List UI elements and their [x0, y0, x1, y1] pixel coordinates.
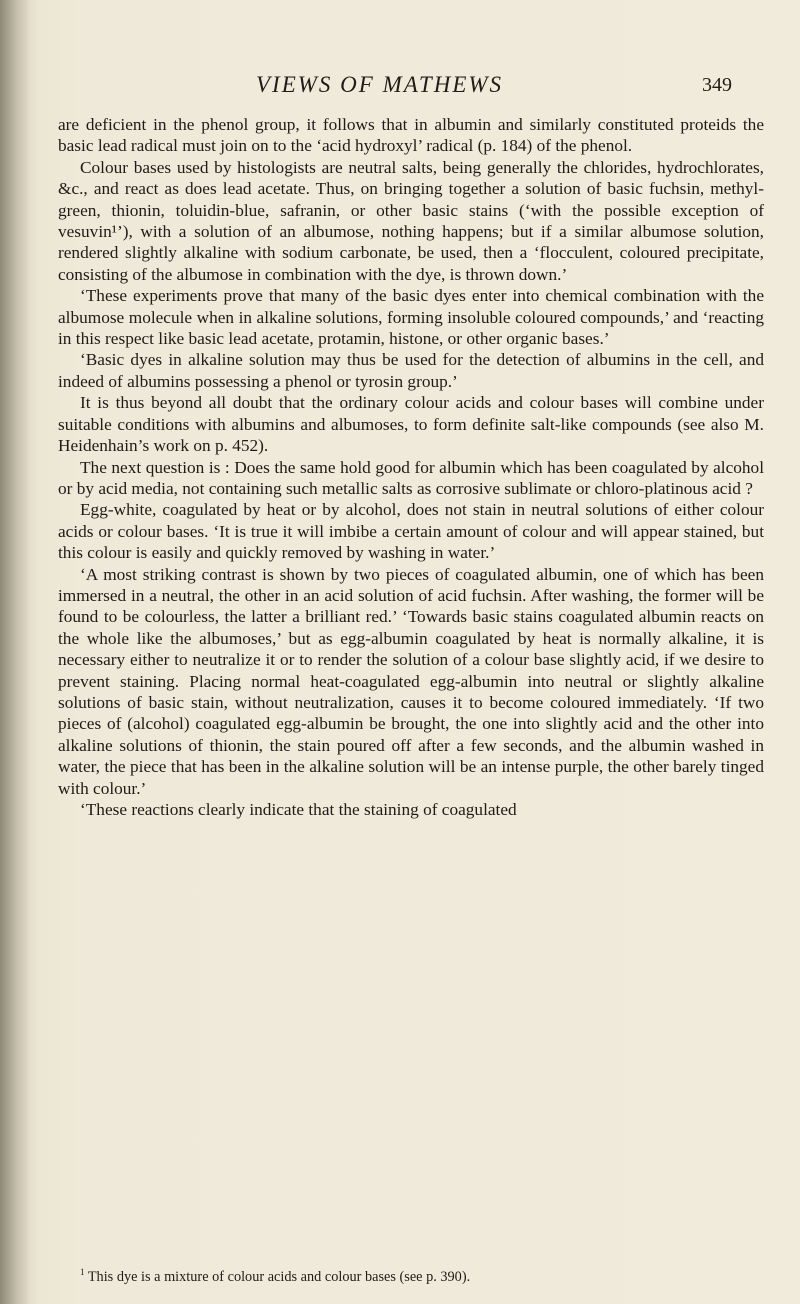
paragraph: ‘These reactions clearly indicate that the staining of coagulated — [80, 800, 517, 819]
footnote-text: This dye is a mixture of colour acids and colour bases (see p. 390). — [87, 1268, 471, 1285]
footnote — [58, 1263, 764, 1286]
paragraph: Egg-white, coagulated by heat or by alcohol, does not stain in neutral solutions of either colour acids or colour bases. ‘It is true it will imbibe a certain amount of colour and will appear stained, but this colour is easily and quickly removed by washing in water.’ — [58, 500, 764, 563]
body-text — [58, 114, 764, 820]
page-number: 349 — [702, 74, 732, 96]
paragraph: ‘These experiments prove that many of the basic dyes enter into chemical combination with the albumose molecule when in alkaline solutions, forming insoluble coloured compounds,’ and ‘reacting in this respect like basic lead acetate, protamin, histone, or other organic bases.’ — [58, 286, 764, 349]
paragraph: It is thus beyond all doubt that the ordinary colour acids and colour bases will combine under suitable conditions with albumins and albumoses, to form definite salt-like compounds (see also M. Heidenhain’s work on p. 452). — [58, 393, 764, 456]
paragraph: ‘A most striking contrast is shown by two pieces of coagulated albumin, one of which has been immersed in a neutral, the other in an acid solution of acid fuchsin. After washing, the former will be found to be colourless, the latter a brilliant red.’ ‘Towards basic stains coagulated albumin reacts on the whole like the albumoses,’ but as egg-albumin coagulated by heat is normally alkaline, it is necessary either to neutralize it or to render the solution of a colour base slightly acid, if we desire to prevent staining. Placing normal heat-coagulated egg-albumin into neutral or slightly alkaline solutions of basic stain, without neutralization, causes it to become coloured immediately. ‘If two pieces of (alcohol) coagulated egg-albumin be brought, the one into slightly acid and the other into alkaline solutions of thionin, the stain poured off after a few seconds, and the albumin washed in water, the piece that has been in the alkaline solution will be an intense purple, the other barely tinged with colour.’ — [58, 564, 764, 798]
paragraph: The next question is : Does the same hold good for albumin which has been coagulated by alcohol or by acid media, not containing such metallic salts as corrosive sublimate or chloro-platinous acid ? — [58, 457, 764, 498]
paragraph: are deficient in the phenol group, it follows that in albumin and similarly constituted proteids the basic lead radical must join on to the ‘acid hydroxyl’ radical (p. 184) of the phenol. — [58, 115, 764, 156]
book-spine-shadow — [0, 0, 30, 1304]
page-header — [0, 72, 800, 102]
paragraph: Colour bases used by histologists are neutral salts, being generally the chlorides, hydrochlorates, &c., and react as does lead acetate. Thus, on bringing together a solution of basic fuchsin, methyl-green, thionin, toluidin-blue, safranin, or other basic stains (‘with the possible exception of vesuvin¹’), with a solution of an albumose, nothing happens; but if a similar albumose solution, rendered slightly alkaline with sodium carbonate, be used, then a ‘flocculent, coloured precipitate, consisting of the albumose in combination with the dye, is thrown down.’ — [58, 157, 764, 284]
paragraph: ‘Basic dyes in alkaline solution may thus be used for the detection of albumins in the cell, and indeed of albumins possessing a phenol or tyrosin group.’ — [58, 350, 764, 391]
running-title: VIEWS OF MATHEWS — [256, 72, 504, 97]
footnote-marker: 1 — [80, 1267, 85, 1277]
